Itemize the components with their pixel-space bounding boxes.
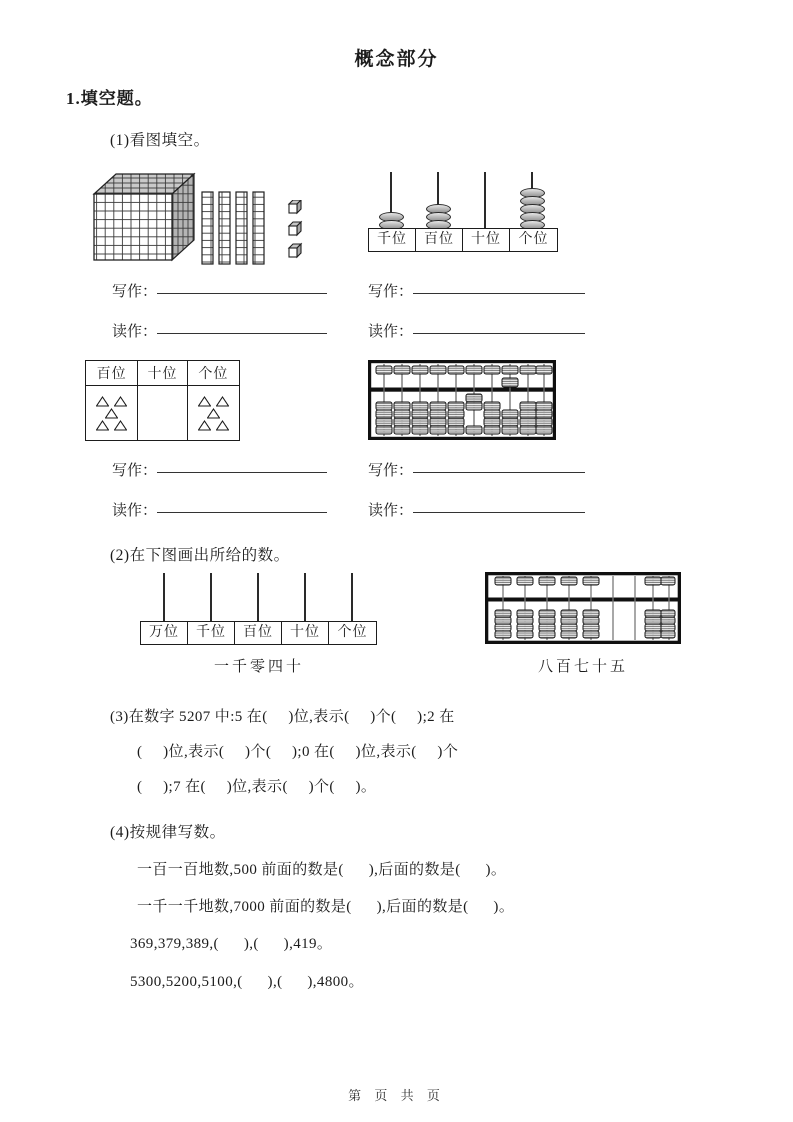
triangle-icon	[114, 396, 127, 407]
table-header-cell: 个位	[187, 361, 239, 386]
counter-column-label: 个位	[518, 232, 549, 247]
triangle-cell-tens	[138, 386, 187, 441]
write-blank-2[interactable]	[368, 280, 585, 301]
item-1-3-line-2: ( )位,表示( )个( );0 在( )位,表示( )个	[137, 744, 459, 760]
triangle-icon	[114, 420, 127, 431]
read-blank-3[interactable]	[112, 499, 327, 520]
write-blank-rule[interactable]	[413, 280, 585, 294]
write-label: 写作：	[368, 284, 414, 300]
question-1-heading: 1.填空题。	[66, 89, 153, 108]
thousand-cube-icon	[88, 168, 198, 268]
counter-rod	[484, 172, 486, 228]
triangle-cell-ones	[187, 386, 239, 441]
abacus-blank-figure[interactable]	[485, 572, 681, 644]
counter-rod	[163, 573, 165, 621]
read-blank-4[interactable]	[368, 499, 585, 520]
triangle-icon	[198, 420, 211, 431]
write-label: 写作：	[368, 463, 414, 479]
triangle-icon	[96, 420, 109, 431]
counter-column-label: 千位	[188, 622, 235, 644]
counter-column-label: 十位	[463, 229, 510, 251]
write-blank-rule[interactable]	[413, 459, 585, 473]
write-blank-rule[interactable]	[157, 280, 327, 294]
item-1-4-line-4: 5300,5200,5100,( ),( ),4800。	[130, 974, 364, 990]
read-label: 读作：	[368, 503, 414, 519]
unit-cube-group-icon	[286, 200, 310, 262]
item-1-3-line-1: (3)在数字 5207 中:5 在( )位,表示( )个( );2 在	[110, 709, 455, 725]
read-blank-rule[interactable]	[157, 499, 327, 513]
item-1-4-line-1: 一百一百地数,500 前面的数是( ),后面的数是( )。	[137, 862, 507, 878]
item-1-1-label: (1)看图填空。	[110, 132, 210, 149]
abacus-filled-figure	[368, 360, 556, 440]
counter-column-label: 个位	[337, 625, 368, 640]
base-ten-blocks-figure	[88, 168, 318, 268]
triangle-icon	[96, 396, 109, 407]
triangle-icon	[207, 408, 220, 419]
write-blank-rule[interactable]	[157, 459, 327, 473]
triangle-icon	[216, 396, 229, 407]
ten-rod-group-icon	[200, 190, 272, 265]
item-1-3-line-3: ( );7 在( )位,表示( )个( )。	[137, 779, 377, 795]
table-header-row	[86, 361, 240, 386]
table-header-cell: 十位	[138, 361, 187, 386]
item-1-4-line-3: 369,379,389,( ),( ),419。	[130, 936, 333, 952]
read-blank-rule[interactable]	[413, 499, 585, 513]
read-blank-rule[interactable]	[157, 320, 327, 334]
counter-column-label: 百位	[416, 229, 463, 251]
write-blank-1[interactable]	[112, 280, 327, 301]
triangle-icon	[216, 420, 229, 431]
read-blank-2[interactable]	[368, 320, 585, 341]
triangle-icon	[105, 408, 118, 419]
counter-column-label: 百位	[235, 622, 282, 644]
abacus-caption: 八百七十五	[537, 659, 628, 675]
write-blank-3[interactable]	[112, 459, 327, 480]
counter-rod	[257, 573, 259, 621]
place-value-counter-empty-figure[interactable]	[140, 573, 378, 643]
item-1-4-line-2: 一千一千地数,7000 前面的数是( ),后面的数是( )。	[137, 899, 515, 915]
read-label: 读作：	[368, 324, 414, 340]
counter-caption: 一千零四十	[213, 659, 304, 675]
place-value-counter-figure	[368, 172, 558, 250]
page-title: 概念部分	[354, 49, 439, 70]
write-label: 写作：	[112, 284, 158, 300]
read-blank-1[interactable]	[112, 320, 327, 341]
table-row	[86, 386, 240, 441]
place-value-triangle-table	[85, 360, 240, 441]
triangle-icon	[198, 396, 211, 407]
counter-column-label: 千位	[369, 229, 416, 251]
write-label: 写作：	[112, 463, 158, 479]
table-header-cell: 百位	[86, 361, 138, 386]
triangle-cell-hundreds	[86, 386, 138, 441]
counter-rod	[351, 573, 353, 621]
page-footer: 第 页 共 页	[348, 1088, 445, 1103]
counter-rod	[210, 573, 212, 621]
read-label: 读作：	[112, 324, 158, 340]
read-blank-rule[interactable]	[413, 320, 585, 334]
counter-column-label: 十位	[282, 622, 329, 644]
counter-column-label: 万位	[141, 622, 188, 644]
item-1-2-label: (2)在下图画出所给的数。	[110, 547, 290, 564]
counter-rod	[304, 573, 306, 621]
item-1-4-label: (4)按规律写数。	[110, 824, 226, 841]
write-blank-4[interactable]	[368, 459, 585, 480]
read-label: 读作：	[112, 503, 158, 519]
